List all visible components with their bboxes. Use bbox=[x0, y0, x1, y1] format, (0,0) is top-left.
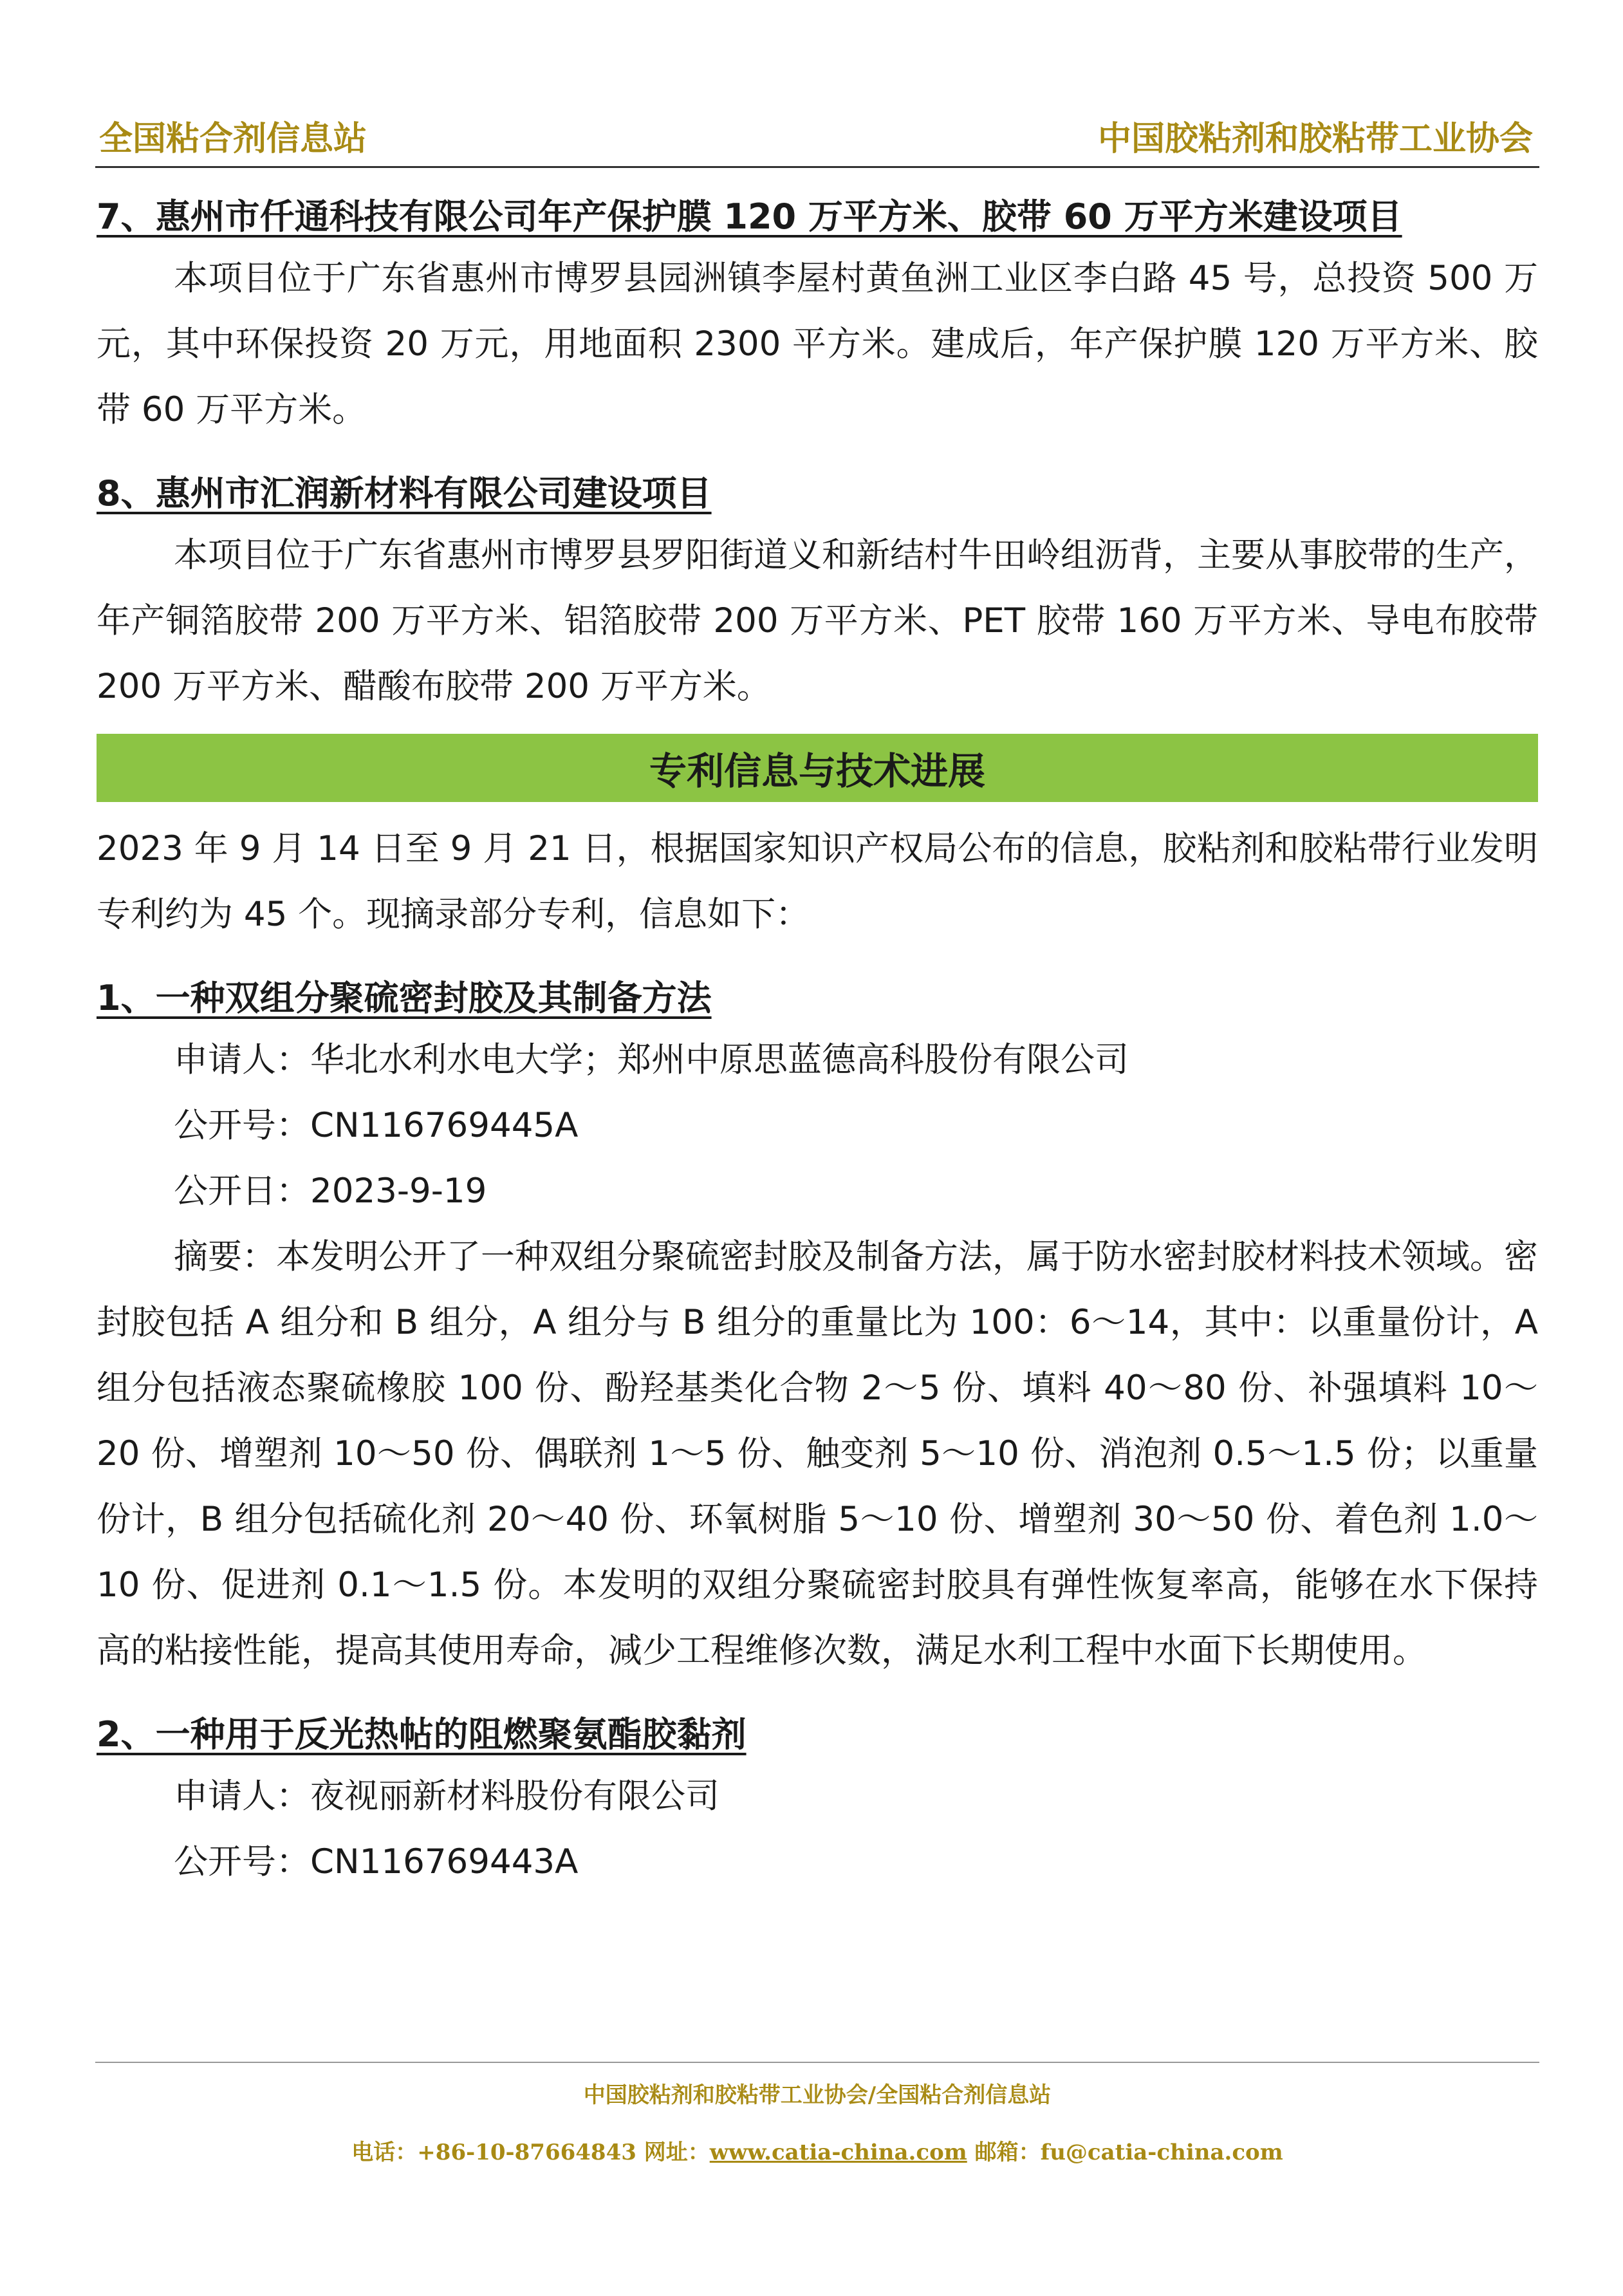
patent-applicant: 申请人：华北水利水电大学；郑州中原思蓝德高科股份有限公司 bbox=[174, 1040, 1129, 1079]
footer-phone: 电话：+86-10-87664843 网址： bbox=[351, 2140, 710, 2165]
patent-pub-date: 公开日：2023-9-19 bbox=[174, 1171, 487, 1211]
section-banner-label: 专利信息与技术进展 bbox=[649, 749, 985, 793]
page-footer bbox=[95, 2062, 1539, 2166]
footer-org: 中国胶粘剂和胶粘带工业协会/全国粘合剂信息站 bbox=[583, 2082, 1052, 2108]
header-right-title: 中国胶粘剂和胶粘带工业协会 bbox=[1097, 120, 1533, 158]
main-content bbox=[97, 188, 1538, 1895]
header-left-title: 全国粘合剂信息站 bbox=[99, 120, 367, 158]
patent-abstract: 摘要：本发明公开了一种双组分聚硫密封胶及制备方法，属于防水密封胶材料技术领域。密封胶包括 A 组分和 B 组分，A 组分与 B 组分的重量比为 100：6～14，其中：以重量份计，A 组分包括液态聚硫橡胶 100 份、酚羟基类化合物 2～5 份、填料 40～80 份、补强填料 10～20 份、增塑剂 10～50 份、偶联剂 1～5 份、触变剂 5～10 份、消泡剂 0.5～1.5 份；以重量份计，B 组分包括硫化剂 20～40 份、环氧树脂 5～10 份、增塑剂 30～50 份、着色剂 1.0～10 份、促进剂 0.1～1.5 份。本发明的双组分聚硫密封胶具有弹性恢复率高，能够在水下保持高的粘接性能，提高其使用寿命，减少工程维修次数，满足水利工程中水面下长期使用。 bbox=[97, 1237, 1538, 1670]
project-body: 本项目位于广东省惠州市博罗县罗阳街道义和新结村牛田岭组沥背，主要从事胶带的生产，年产铜箔胶带 200 万平方米、铝箔胶带 200 万平方米、PET 胶带 160 万平方米、导电布胶带 200 万平方米、醋酸布胶带 200 万平方米。 bbox=[97, 536, 1538, 706]
footer-contact bbox=[95, 2134, 1539, 2166]
footer-email: 邮箱：fu@catia-china.com bbox=[967, 2140, 1283, 2165]
section-intro: 2023 年 9 月 14 日至 9 月 21 日，根据国家知识产权局公布的信息，胶粘剂和胶粘带行业发明专利约为 45 个。现摘录部分专利，信息如下： bbox=[97, 829, 1538, 934]
patent-title: 1、一种双组分聚硫密封胶及其制备方法 bbox=[97, 978, 712, 1018]
patent-pub-no: 公开号：CN116769445A bbox=[174, 1106, 579, 1145]
patent-pub-no: 公开号：CN116769443A bbox=[174, 1842, 579, 1881]
project-title: 8、惠州市汇润新材料有限公司建设项目 bbox=[97, 473, 712, 514]
project-body: 本项目位于广东省惠州市博罗县园洲镇李屋村黄鱼洲工业区李白路 45 号，总投资 500 万元，其中环保投资 20 万元，用地面积 2300 平方米。建成后，年产保护膜 120 万平方米、胶带 60 万平方米。 bbox=[97, 259, 1538, 429]
page-header bbox=[95, 115, 1539, 168]
footer-website-link[interactable]: www.catia-china.com bbox=[709, 2140, 967, 2165]
patent-applicant: 申请人：夜视丽新材料股份有限公司 bbox=[174, 1777, 719, 1816]
patent-title: 2、一种用于反光热帖的阻燃聚氨酯胶黏剂 bbox=[97, 1714, 747, 1755]
section-banner bbox=[97, 734, 1538, 802]
project-title: 7、惠州市仟通科技有限公司年产保护膜 120 万平方米、胶带 60 万平方米建设项目 bbox=[97, 196, 1402, 237]
